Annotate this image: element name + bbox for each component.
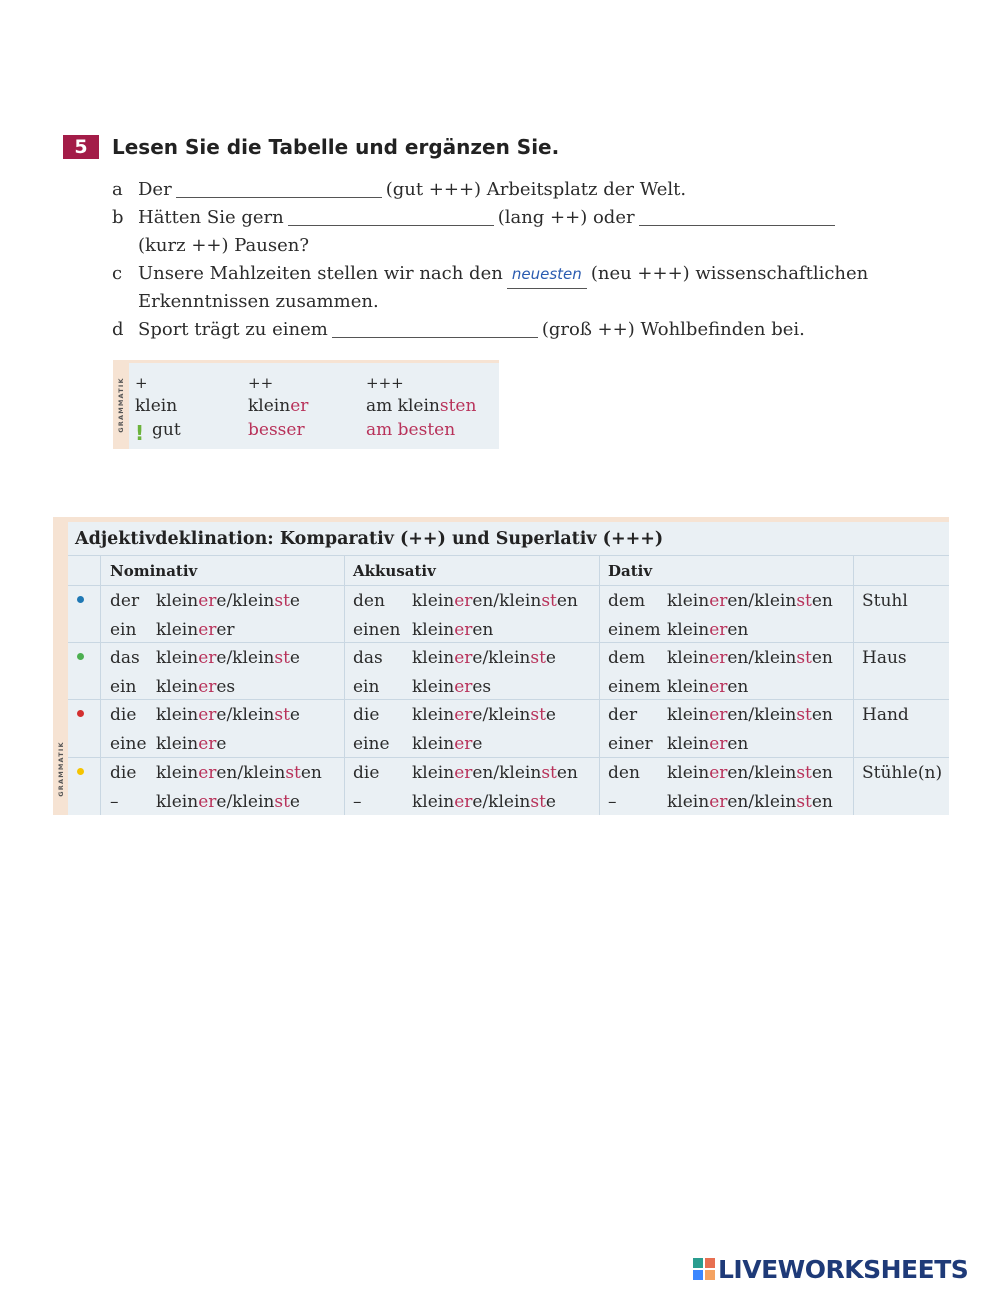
adjective-cell: kleineren/kleinsten	[667, 763, 833, 783]
divider	[68, 699, 949, 700]
adjective-cell: kleinere	[156, 734, 227, 754]
item-letter: d	[112, 319, 124, 340]
gender-dot-icon	[77, 653, 84, 660]
adjective-cell: kleineren	[667, 677, 749, 697]
divider	[68, 757, 949, 758]
adjective-cell: kleineren	[412, 620, 494, 640]
item-c-continuation: Erkenntnissen zusammen.	[138, 291, 379, 312]
item-text: (lang ++) oder	[497, 207, 635, 228]
noun-cell: Stuhl	[862, 591, 908, 611]
adjective-cell: kleinere/kleinste	[156, 792, 300, 812]
grammar-box-comparison	[113, 360, 499, 449]
article-cell: das	[353, 648, 383, 668]
adjective-cell: kleinere	[412, 734, 483, 754]
article-cell: ein	[110, 677, 137, 697]
divider	[344, 555, 345, 815]
item-text: (neu +++) wissenschaftlichen	[590, 263, 869, 284]
article-cell: dem	[608, 648, 646, 668]
item-text: Sport trägt zu einem	[138, 319, 328, 340]
adjective-cell: kleineren/kleinsten	[156, 763, 322, 783]
answer-blank-d[interactable]	[332, 317, 538, 338]
exercise-number: 5	[63, 135, 99, 159]
article-cell: –	[353, 792, 362, 812]
article-cell: einen	[353, 620, 401, 640]
logo-square	[705, 1270, 715, 1280]
article-cell: die	[110, 763, 137, 783]
item-text: (gut +++) Arbeitsplatz der Welt.	[385, 179, 687, 200]
article-cell: das	[110, 648, 140, 668]
liveworksheets-logo	[693, 1254, 968, 1284]
adjective-cell: kleinere/kleinste	[412, 648, 556, 668]
answer-blank-b2[interactable]	[639, 205, 835, 226]
article-cell: die	[110, 705, 137, 725]
logo-text: LIVEWORKSHEETS	[718, 1254, 969, 1284]
positive-klein: klein	[135, 396, 178, 416]
comparative-gut: besser	[248, 420, 305, 440]
item-b-continuation: (kurz ++) Pausen?	[138, 235, 309, 256]
adjective-cell: kleineren	[667, 620, 749, 640]
adjective-cell: kleinere/kleinste	[412, 792, 556, 812]
divider	[68, 642, 949, 643]
divider	[599, 555, 600, 815]
item-letter: c	[112, 263, 123, 284]
gender-dot-icon	[77, 710, 84, 717]
article-cell: einer	[608, 734, 653, 754]
item-letter: b	[112, 207, 124, 228]
logo-mark-icon	[693, 1258, 715, 1280]
divider	[68, 555, 949, 556]
logo-square	[705, 1258, 715, 1268]
comparative-klein: kleiner	[248, 396, 309, 416]
item-a	[112, 176, 686, 204]
adjective-cell: kleineren/kleinsten	[667, 648, 833, 668]
adjective-cell: kleinerer	[156, 620, 235, 640]
article-cell: den	[353, 591, 385, 611]
article-cell: den	[608, 763, 640, 783]
gender-dot-icon	[77, 596, 84, 603]
adjective-cell: kleineren	[667, 734, 749, 754]
adjective-cell: kleineres	[412, 677, 492, 697]
superlative-klein: am kleinsten	[366, 396, 477, 416]
article-cell: einem	[608, 677, 661, 697]
table-top-border	[53, 517, 949, 522]
answer-blank-a[interactable]	[176, 177, 382, 198]
adjective-cell: kleineren/kleinsten	[667, 591, 833, 611]
header-dativ: Dativ	[608, 562, 653, 580]
article-cell: die	[353, 763, 380, 783]
table-title: Adjektivdeklination: Komparativ (++) und Superlativ (+++)	[75, 529, 664, 549]
superlative-gut: am besten	[366, 420, 456, 440]
item-text: Unsere Mahlzeiten stellen wir nach den	[138, 263, 503, 284]
header-positive: +	[135, 374, 148, 392]
gender-dot-icon	[77, 768, 84, 775]
exercise-header	[63, 132, 559, 162]
adjective-cell: kleineren/kleinsten	[667, 792, 833, 812]
header-superlative: +++	[366, 374, 404, 392]
grammar-side-label: GRAMMATIK	[117, 377, 125, 433]
adjective-cell: kleineren/kleinsten	[412, 763, 578, 783]
adjective-cell: kleinere/kleinste	[156, 648, 300, 668]
item-text: Der	[138, 179, 172, 200]
adjective-cell: kleineren/kleinsten	[412, 591, 578, 611]
answer-filled-c[interactable]: neuesten	[507, 260, 587, 289]
header-akkusativ: Akkusativ	[353, 562, 436, 580]
declension-table	[53, 517, 949, 815]
divider	[100, 555, 101, 815]
divider	[68, 585, 949, 586]
noun-cell: Hand	[862, 705, 909, 725]
article-cell: –	[110, 792, 119, 812]
item-letter: a	[112, 179, 123, 200]
adjective-cell: kleineren/kleinsten	[667, 705, 833, 725]
item-text: Hätten Sie gern	[138, 207, 284, 228]
table-side-label: GRAMMATIK	[57, 741, 65, 797]
article-cell: ein	[110, 620, 137, 640]
item-c	[112, 260, 868, 289]
article-cell: die	[353, 705, 380, 725]
article-cell: dem	[608, 591, 646, 611]
header-comparative: ++	[248, 374, 274, 392]
exclamation-icon: !	[135, 421, 145, 445]
logo-square	[693, 1258, 703, 1268]
logo-square	[693, 1270, 703, 1280]
item-d	[112, 316, 805, 344]
noun-cell: Haus	[862, 648, 907, 668]
article-cell: eine	[353, 734, 390, 754]
article-cell: der	[608, 705, 638, 725]
adjective-cell: kleinere/kleinste	[156, 591, 300, 611]
adjective-cell: kleinere/kleinste	[412, 705, 556, 725]
article-cell: ein	[353, 677, 380, 697]
header-nominativ: Nominativ	[110, 562, 198, 580]
adjective-cell: kleinere/kleinste	[156, 705, 300, 725]
noun-cell: Stühle(n)	[862, 763, 943, 783]
item-text: (groß ++) Wohlbefinden bei.	[541, 319, 805, 340]
answer-blank-b1[interactable]	[288, 205, 494, 226]
exercise-title: Lesen Sie die Tabelle und ergänzen Sie.	[112, 135, 560, 159]
adjective-cell: kleineres	[156, 677, 236, 697]
divider	[853, 555, 854, 815]
article-cell: einem	[608, 620, 661, 640]
positive-gut: gut	[152, 420, 181, 440]
item-b	[112, 204, 839, 232]
article-cell: der	[110, 591, 140, 611]
article-cell: –	[608, 792, 617, 812]
article-cell: eine	[110, 734, 147, 754]
